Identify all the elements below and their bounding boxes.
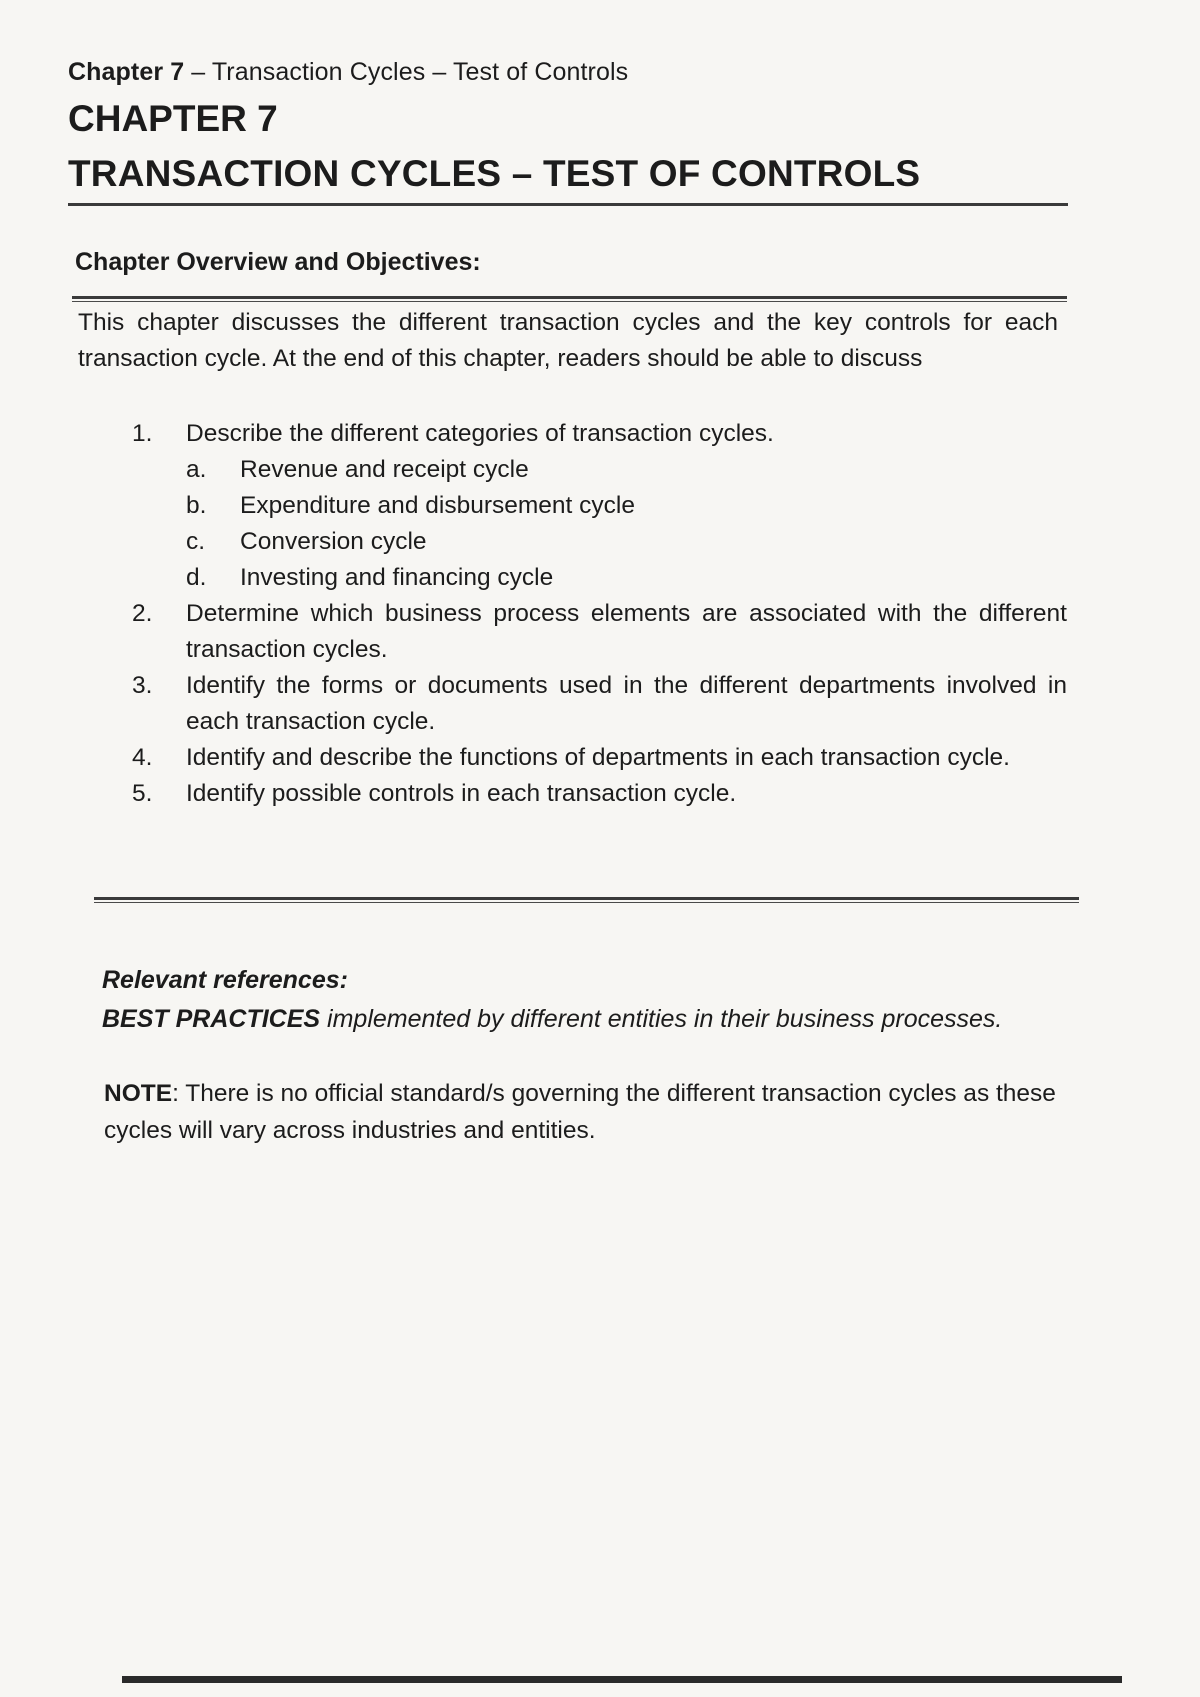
- cycle-categories-list: [186, 452, 1067, 596]
- note-text: : There is no official standard/s governing the different transaction cycles as these cycles will vary across industries and entities.: [104, 1080, 1056, 1144]
- cycle-category-text: Expenditure and disbursement cycle: [240, 492, 635, 519]
- cycle-category-text: Conversion cycle: [240, 528, 427, 555]
- references-best-practices: BEST PRACTICES: [102, 1005, 321, 1033]
- references-line: [102, 1005, 1002, 1034]
- cycle-category-text: Revenue and receipt cycle: [240, 456, 529, 483]
- objective-text: Identify possible controls in each transaction cycle.: [186, 780, 737, 807]
- objective-item: [132, 776, 1067, 812]
- chapter-number: CHAPTER 7: [68, 98, 278, 139]
- cycle-category-text: Investing and financing cycle: [240, 564, 554, 591]
- footer-rule: [122, 1676, 1122, 1683]
- cycle-category-item: [186, 452, 1067, 488]
- objective-item: [132, 668, 1067, 740]
- objective-number: 2.: [132, 600, 153, 627]
- note-paragraph: [104, 1075, 1084, 1149]
- overview-intro: This chapter discusses the different transaction cycles and the key controls for each transaction cycle. At the end of this chapter, readers should be able to discuss: [78, 309, 1058, 372]
- objective-text: Identify the forms or documents used in the different departments involved in each transaction cycle.: [186, 672, 1067, 735]
- objectives-list: [132, 416, 1067, 812]
- overview-heading: Chapter Overview and Objectives:: [75, 248, 481, 276]
- cycle-category-letter: a.: [186, 456, 207, 483]
- running-header-title: – Transaction Cycles – Test of Controls: [184, 58, 629, 86]
- objective-text: Identify and describe the functions of departments in each transaction cycle.: [186, 744, 1010, 771]
- cycle-category-letter: b.: [186, 492, 207, 519]
- objective-number: 5.: [132, 780, 153, 807]
- objective-text: Describe the different categories of transaction cycles.: [186, 420, 774, 447]
- objective-text: Determine which business process elements are associated with the different transaction cycles.: [186, 600, 1067, 663]
- title-divider: [68, 203, 1068, 206]
- cycle-category-letter: d.: [186, 564, 207, 591]
- running-header: [68, 58, 628, 87]
- objective-item: [132, 416, 1067, 596]
- cycle-category-item: [186, 560, 1067, 596]
- objective-number: 3.: [132, 672, 153, 699]
- note-label: NOTE: [104, 1080, 173, 1107]
- objective-item: [132, 596, 1067, 668]
- references-heading: Relevant references:: [102, 966, 348, 994]
- chapter-title: TRANSACTION CYCLES – TEST OF CONTROLS: [68, 153, 921, 194]
- overview-divider: [72, 296, 1067, 302]
- cycle-category-letter: c.: [186, 528, 206, 555]
- running-header-chapter: Chapter 7: [68, 58, 185, 86]
- objective-number: 1.: [132, 420, 153, 447]
- objectives-divider: [94, 897, 1079, 903]
- references-description: implemented by different entities in their business processes.: [320, 1005, 1003, 1033]
- cycle-category-item: [186, 524, 1067, 560]
- objective-item: [132, 740, 1067, 776]
- cycle-category-item: [186, 488, 1067, 524]
- objective-number: 4.: [132, 744, 153, 771]
